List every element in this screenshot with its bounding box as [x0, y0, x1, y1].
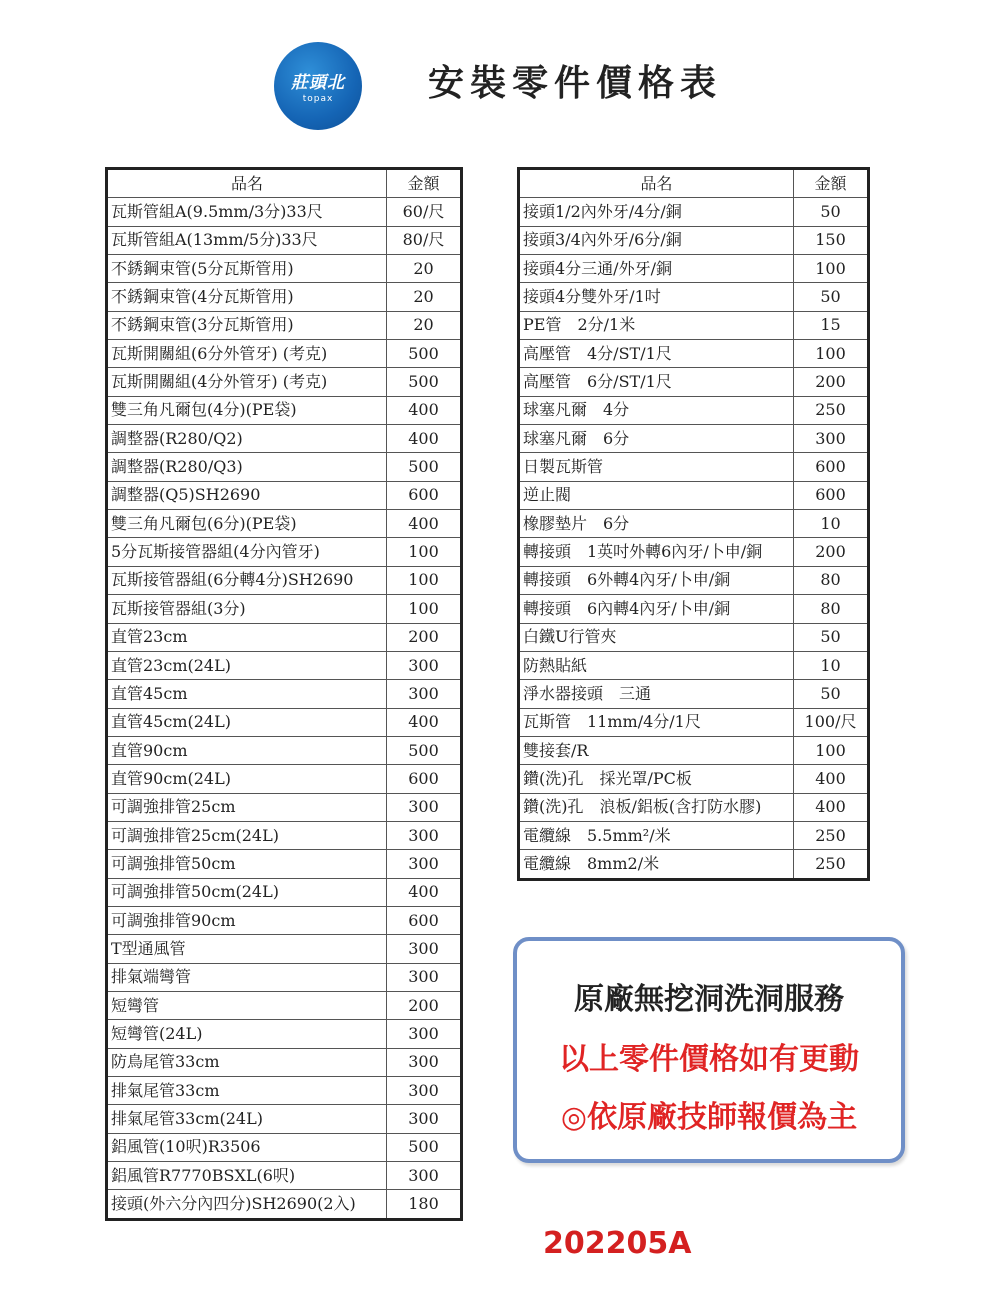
table-row — [519, 453, 869, 481]
item-price-cell: 50 — [794, 623, 869, 651]
table-row — [107, 1162, 462, 1190]
table-row — [107, 906, 462, 934]
item-price-cell: 500 — [387, 340, 462, 368]
table-row — [519, 255, 869, 283]
table-row — [107, 595, 462, 623]
item-price-cell: 400 — [387, 878, 462, 906]
item-price-cell: 100 — [794, 736, 869, 764]
item-name-cell: 直管90cm(24L) — [107, 765, 387, 793]
table-row — [107, 198, 462, 226]
item-price-cell: 300 — [387, 1048, 462, 1076]
table-row — [519, 481, 869, 509]
table-row — [519, 821, 869, 849]
table-header-row — [107, 169, 462, 198]
table-row — [107, 481, 462, 509]
right-price-table — [517, 167, 870, 881]
table-row — [107, 396, 462, 424]
table-row — [107, 538, 462, 566]
item-price-cell: 100 — [387, 595, 462, 623]
item-price-cell: 250 — [794, 396, 869, 424]
item-price-cell: 20 — [387, 255, 462, 283]
table-row — [107, 963, 462, 991]
item-price-cell: 600 — [387, 765, 462, 793]
item-name-cell: 可調強排管90cm — [107, 906, 387, 934]
table-row — [519, 765, 869, 793]
column-header-name: 品名 — [107, 169, 387, 198]
item-price-cell: 80/尺 — [387, 226, 462, 254]
item-name-cell: 調整器(R280/Q3) — [107, 453, 387, 481]
item-name-cell: 電纜線 8mm2/米 — [519, 850, 794, 879]
item-price-cell: 200 — [387, 991, 462, 1019]
document-code: 202205A — [543, 1226, 692, 1261]
item-name-cell: 接頭4分雙外牙/1吋 — [519, 283, 794, 311]
item-price-cell: 300 — [387, 935, 462, 963]
table-row — [107, 736, 462, 764]
column-header-price: 金額 — [794, 169, 869, 198]
item-name-cell: 接頭1/2內外牙/4分/銅 — [519, 198, 794, 226]
item-name-cell: 鋁風管(10呎)R3506 — [107, 1133, 387, 1161]
item-name-cell: 不銹鋼束管(5分瓦斯管用) — [107, 255, 387, 283]
item-name-cell: 調整器(Q5)SH2690 — [107, 481, 387, 509]
table-row — [107, 368, 462, 396]
table-row — [519, 623, 869, 651]
item-price-cell: 50 — [794, 283, 869, 311]
item-price-cell: 300 — [387, 963, 462, 991]
item-name-cell: 高壓管 6分/ST/1尺 — [519, 368, 794, 396]
item-name-cell: 瓦斯管 11mm/4分/1尺 — [519, 708, 794, 736]
item-name-cell: 不銹鋼束管(3分瓦斯管用) — [107, 311, 387, 339]
table-row — [107, 1020, 462, 1048]
item-price-cell: 500 — [387, 453, 462, 481]
item-name-cell: 可調強排管50cm — [107, 850, 387, 878]
item-name-cell: 直管45cm(24L) — [107, 708, 387, 736]
table-row — [519, 793, 869, 821]
table-row — [107, 821, 462, 849]
table-row — [107, 510, 462, 538]
table-row — [519, 595, 869, 623]
table-row — [107, 935, 462, 963]
item-name-cell: 雙三角凡爾包(4分)(PE袋) — [107, 396, 387, 424]
item-price-cell: 300 — [387, 1020, 462, 1048]
table-row — [107, 226, 462, 254]
item-name-cell: 5分瓦斯接管器組(4分內管牙) — [107, 538, 387, 566]
item-name-cell: 瓦斯接管器組(3分) — [107, 595, 387, 623]
table-row — [107, 340, 462, 368]
table-row — [519, 368, 869, 396]
notice-line-1: 原廠無挖洞洗洞服務 — [574, 982, 844, 1017]
table-row — [107, 283, 462, 311]
item-price-cell: 80 — [794, 566, 869, 594]
notice-box — [513, 937, 905, 1163]
table-row — [107, 991, 462, 1019]
table-row — [107, 1133, 462, 1161]
item-name-cell: 防鳥尾管33cm — [107, 1048, 387, 1076]
item-name-cell: 白鐵U行管夾 — [519, 623, 794, 651]
item-price-cell: 600 — [387, 481, 462, 509]
item-name-cell: 直管23cm(24L) — [107, 651, 387, 679]
logo-text-cn: 莊頭北 — [291, 73, 345, 93]
page-title: 安裝零件價格表 — [428, 63, 723, 104]
table-row — [519, 283, 869, 311]
item-name-cell: 調整器(R280/Q2) — [107, 425, 387, 453]
item-price-cell: 20 — [387, 283, 462, 311]
item-price-cell: 400 — [387, 708, 462, 736]
item-name-cell: 鑽(洗)孔 浪板/鋁板(含打防水膠) — [519, 793, 794, 821]
item-price-cell: 10 — [794, 510, 869, 538]
item-price-cell: 10 — [794, 651, 869, 679]
table-row — [107, 425, 462, 453]
item-name-cell: 鋁風管R7770BSXL(6呎) — [107, 1162, 387, 1190]
item-name-cell: 接頭(外六分內四分)SH2690(2入) — [107, 1190, 387, 1219]
right-table-body — [519, 198, 869, 879]
column-header-price: 金額 — [387, 169, 462, 198]
table-row — [107, 1077, 462, 1105]
table-row — [107, 651, 462, 679]
item-name-cell: 短彎管 — [107, 991, 387, 1019]
table-row — [519, 425, 869, 453]
item-price-cell: 200 — [387, 623, 462, 651]
column-header-name: 品名 — [519, 169, 794, 198]
item-price-cell: 100 — [387, 538, 462, 566]
item-name-cell: 瓦斯開關組(4分外管牙) (考克) — [107, 368, 387, 396]
item-name-cell: 可調強排管50cm(24L) — [107, 878, 387, 906]
item-price-cell: 50 — [794, 198, 869, 226]
item-price-cell: 400 — [387, 396, 462, 424]
item-name-cell: 球塞凡爾 4分 — [519, 396, 794, 424]
item-price-cell: 100 — [794, 340, 869, 368]
table-row — [107, 311, 462, 339]
item-price-cell: 300 — [387, 1077, 462, 1105]
item-price-cell: 400 — [387, 425, 462, 453]
item-name-cell: 轉接頭 6外轉4內牙/卜申/銅 — [519, 566, 794, 594]
item-price-cell: 250 — [794, 850, 869, 879]
item-price-cell: 60/尺 — [387, 198, 462, 226]
item-price-cell: 500 — [387, 736, 462, 764]
item-name-cell: 排氣尾管33cm(24L) — [107, 1105, 387, 1133]
item-price-cell: 300 — [387, 651, 462, 679]
item-price-cell: 400 — [794, 793, 869, 821]
item-name-cell: 直管45cm — [107, 680, 387, 708]
item-name-cell: 橡膠墊片 6分 — [519, 510, 794, 538]
left-table-body — [107, 198, 462, 1219]
item-name-cell: 球塞凡爾 6分 — [519, 425, 794, 453]
table-row — [519, 651, 869, 679]
table-row — [107, 1105, 462, 1133]
table-row — [519, 340, 869, 368]
item-price-cell: 300 — [387, 1105, 462, 1133]
item-name-cell: 雙三角凡爾包(6分)(PE袋) — [107, 510, 387, 538]
table-row — [519, 708, 869, 736]
notice-line-2: 以上零件價格如有更動 — [559, 1042, 859, 1077]
item-price-cell: 100 — [794, 255, 869, 283]
item-name-cell: 接頭4分三通/外牙/銅 — [519, 255, 794, 283]
table-header-row — [519, 169, 869, 198]
item-name-cell: 接頭3/4內外牙/6分/銅 — [519, 226, 794, 254]
table-row — [519, 226, 869, 254]
item-price-cell: 200 — [794, 538, 869, 566]
table-row — [519, 566, 869, 594]
item-price-cell: 300 — [387, 850, 462, 878]
table-row — [107, 1048, 462, 1076]
table-row — [107, 878, 462, 906]
table-row — [519, 538, 869, 566]
item-price-cell: 250 — [794, 821, 869, 849]
item-price-cell: 600 — [794, 453, 869, 481]
item-name-cell: 雙接套/R — [519, 736, 794, 764]
item-price-cell: 500 — [387, 1133, 462, 1161]
item-price-cell: 600 — [794, 481, 869, 509]
item-price-cell: 300 — [387, 680, 462, 708]
item-price-cell: 20 — [387, 311, 462, 339]
item-name-cell: 電纜線 5.5mm²/米 — [519, 821, 794, 849]
table-row — [519, 198, 869, 226]
item-price-cell: 300 — [387, 1162, 462, 1190]
item-price-cell: 150 — [794, 226, 869, 254]
item-name-cell: 逆止閥 — [519, 481, 794, 509]
item-name-cell: 日製瓦斯管 — [519, 453, 794, 481]
table-row — [519, 311, 869, 339]
item-price-cell: 400 — [387, 510, 462, 538]
item-name-cell: 轉接頭 6內轉4內牙/卜申/銅 — [519, 595, 794, 623]
item-price-cell: 180 — [387, 1190, 462, 1219]
item-name-cell: 瓦斯管組A(9.5mm/3分)33尺 — [107, 198, 387, 226]
item-name-cell: 不銹鋼束管(4分瓦斯管用) — [107, 283, 387, 311]
item-price-cell: 600 — [387, 906, 462, 934]
item-name-cell: 防熱貼紙 — [519, 651, 794, 679]
item-name-cell: 短彎管(24L) — [107, 1020, 387, 1048]
table-row — [519, 850, 869, 879]
logo-text-en: topax — [302, 94, 334, 104]
table-row — [107, 566, 462, 594]
item-price-cell: 100 — [387, 566, 462, 594]
item-price-cell: 80 — [794, 595, 869, 623]
table-row — [107, 680, 462, 708]
table-row — [107, 793, 462, 821]
company-logo — [274, 42, 362, 130]
item-price-cell: 50 — [794, 680, 869, 708]
item-name-cell: 排氣端彎管 — [107, 963, 387, 991]
item-name-cell: 轉接頭 1英吋外轉6內牙/卜申/銅 — [519, 538, 794, 566]
table-row — [519, 396, 869, 424]
item-price-cell: 100/尺 — [794, 708, 869, 736]
item-price-cell: 200 — [794, 368, 869, 396]
item-name-cell: 瓦斯開關組(6分外管牙) (考克) — [107, 340, 387, 368]
item-name-cell: 淨水器接頭 三通 — [519, 680, 794, 708]
table-row — [107, 765, 462, 793]
item-name-cell: 瓦斯管組A(13mm/5分)33尺 — [107, 226, 387, 254]
item-price-cell: 300 — [387, 793, 462, 821]
table-row — [107, 1190, 462, 1219]
item-name-cell: 鑽(洗)孔 採光罩/PC板 — [519, 765, 794, 793]
table-row — [519, 510, 869, 538]
item-name-cell: PE管 2分/1米 — [519, 311, 794, 339]
item-price-cell: 300 — [387, 821, 462, 849]
table-row — [519, 680, 869, 708]
table-row — [107, 850, 462, 878]
item-price-cell: 300 — [794, 425, 869, 453]
item-price-cell: 400 — [794, 765, 869, 793]
table-row — [107, 255, 462, 283]
item-name-cell: 直管23cm — [107, 623, 387, 651]
item-name-cell: 可調強排管25cm(24L) — [107, 821, 387, 849]
table-row — [519, 736, 869, 764]
item-name-cell: 高壓管 4分/ST/1尺 — [519, 340, 794, 368]
table-row — [107, 623, 462, 651]
item-name-cell: 排氣尾管33cm — [107, 1077, 387, 1105]
notice-line-3: ◎依原廠技師報價為主 — [560, 1100, 858, 1135]
table-row — [107, 453, 462, 481]
table-row — [107, 708, 462, 736]
item-name-cell: 直管90cm — [107, 736, 387, 764]
item-price-cell: 15 — [794, 311, 869, 339]
item-name-cell: 可調強排管25cm — [107, 793, 387, 821]
item-name-cell: T型通風管 — [107, 935, 387, 963]
item-name-cell: 瓦斯接管器組(6分轉4分)SH2690 — [107, 566, 387, 594]
left-price-table — [105, 167, 463, 1221]
item-price-cell: 500 — [387, 368, 462, 396]
